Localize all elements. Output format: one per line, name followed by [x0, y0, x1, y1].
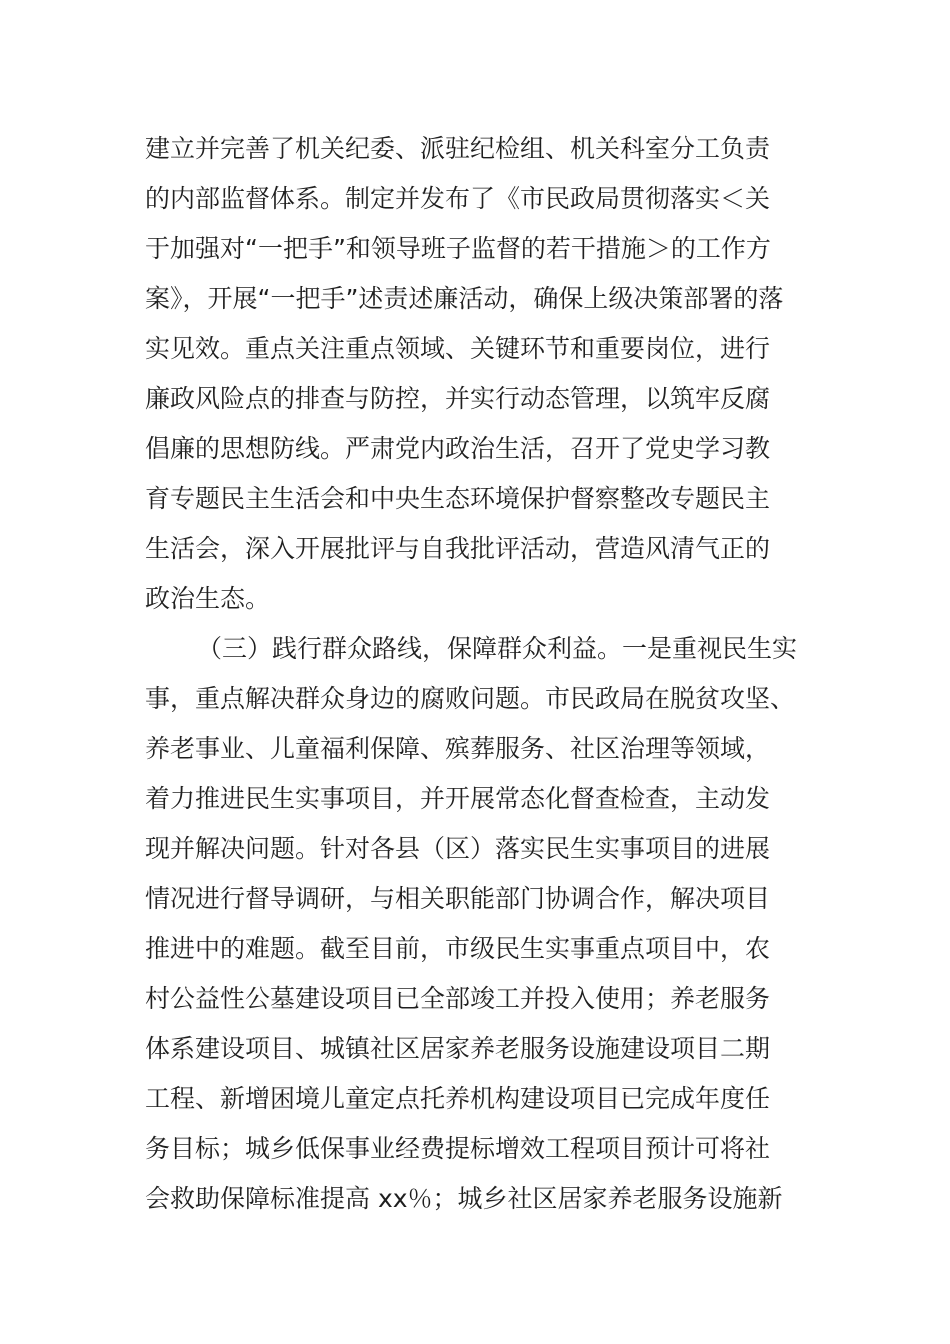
text-line: 着力推进民生实事项目，并开展常态化督查检查，主动发: [145, 784, 771, 813]
text-line: 养老事业、儿童福利保障、殡葬服务、社区治理等领域，: [145, 734, 771, 763]
text-line: 推进中的难题。截至目前，市级民生实事重点项目中，农: [145, 934, 771, 963]
text-line: 政治生态。: [145, 584, 271, 613]
text-line: 体系建设项目、城镇社区居家养老服务设施建设项目二期: [145, 1034, 771, 1063]
text-line: 于加强对“一把手”和领导班子监督的若干措施＞的工作方: [145, 234, 771, 263]
text-line: 育专题民主生活会和中央生态环境保护督察整改专题民主: [145, 484, 771, 513]
text-line: 务目标；城乡低保事业经费提标增效工程项目预计可将社: [145, 1134, 771, 1163]
text-line: 工程、新增困境儿童定点托养机构建设项目已完成年度任: [145, 1084, 771, 1113]
text-line: 实见效。重点关注重点领域、关键环节和重要岗位，进行: [145, 334, 771, 363]
text-line: 会救助保障标准提高 xx％；城乡社区居家养老服务设施新: [145, 1184, 783, 1213]
text-line: 廉政风险点的排查与防控，并实行动态管理，以筑牢反腐: [145, 384, 771, 413]
body-text: [145, 124, 815, 1224]
text-line: 现并解决问题。针对各县（区）落实民生实事项目的进展: [145, 834, 771, 863]
text-line: 的内部监督体系。制定并发布了《市民政局贯彻落实＜关: [145, 184, 771, 213]
text-line: 案》，开展“一把手”述责述廉活动，确保上级决策部署的落: [145, 284, 784, 313]
section-heading-line: （三）践行群众路线，保障群众利益。一是重视民生实: [197, 634, 798, 663]
text-line: 生活会，深入开展批评与自我批评活动，营造风清气正的: [145, 534, 771, 563]
text-line: 倡廉的思想防线。严肃党内政治生活，召开了党史学习教: [145, 434, 771, 463]
text-line: 事，重点解决群众身边的腐败问题。市民政局在脱贫攻坚、: [145, 684, 796, 713]
text-line: 建立并完善了机关纪委、派驻纪检组、机关科室分工负责: [145, 134, 771, 163]
text-line: 村公益性公墓建设项目已全部竣工并投入使用；养老服务: [145, 984, 771, 1013]
text-line: 情况进行督导调研，与相关职能部门协调合作，解决项目: [145, 884, 771, 913]
